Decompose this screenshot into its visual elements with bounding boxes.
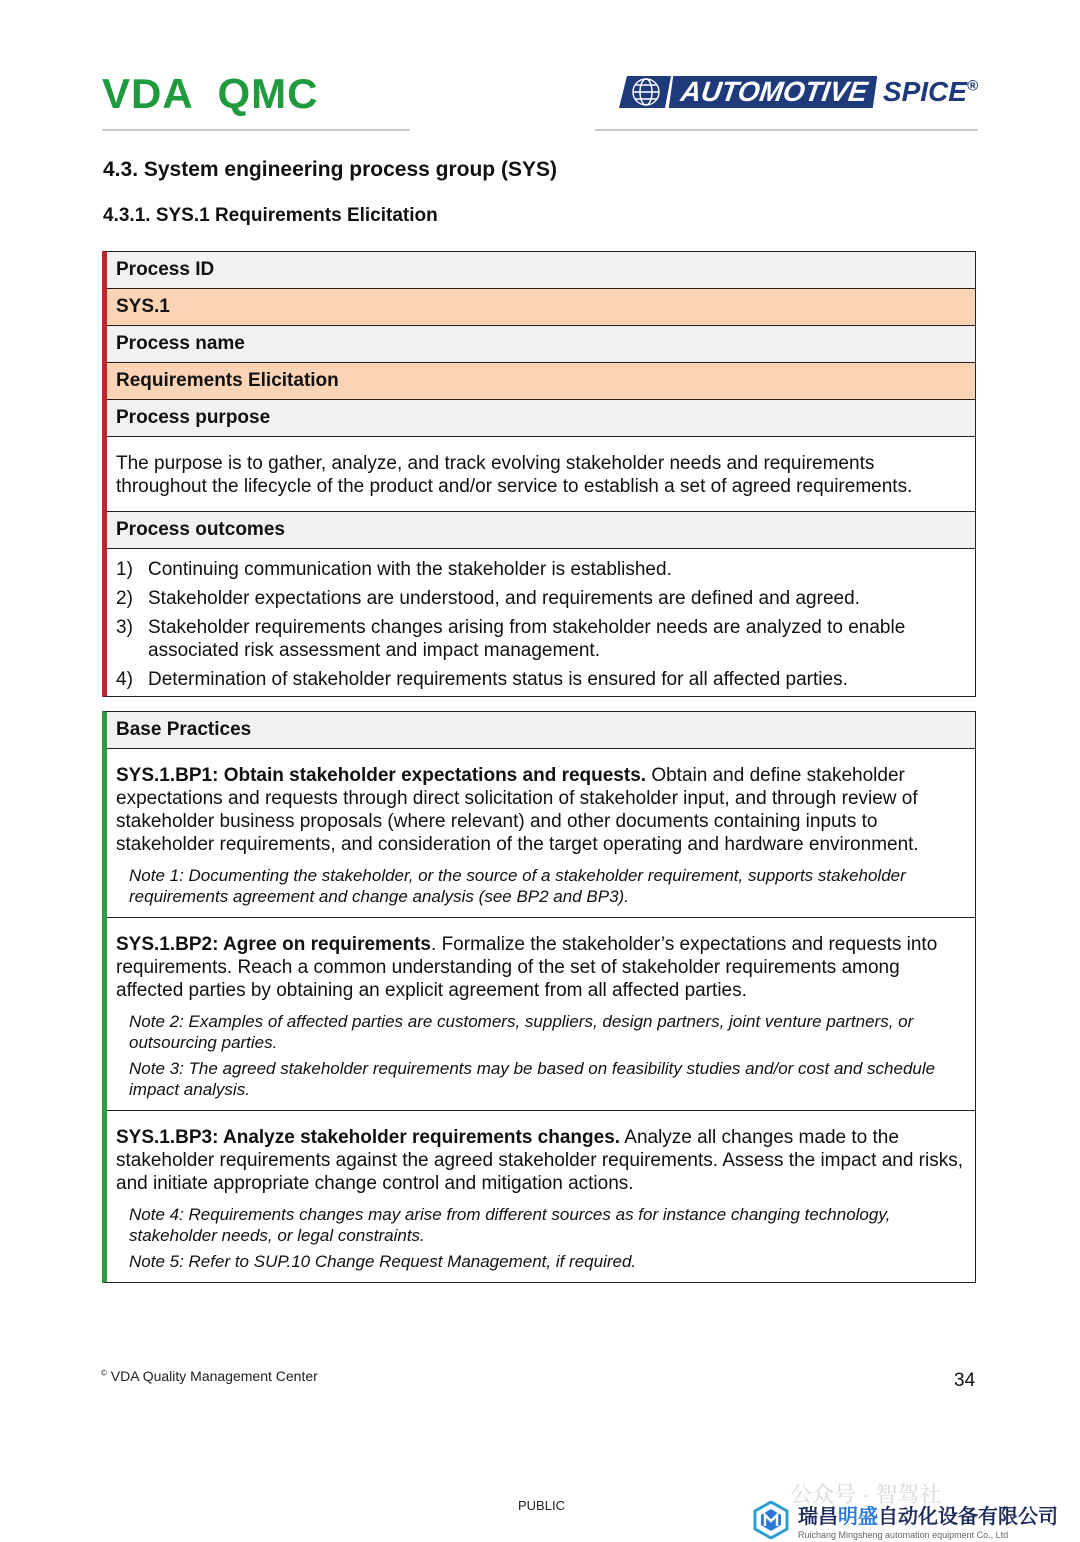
outcome-item: 1) Continuing communication with the stakeholder is established. <box>116 559 672 580</box>
base-practices-label: Base Practices <box>107 712 975 749</box>
bp3-cell <box>107 1111 975 1282</box>
automotive-label: AUTOMOTIVE <box>669 76 878 108</box>
bp3-text: SYS.1.BP3: Analyze stakeholder requirements changes. Analyze all changes made to the stakeholder requirements against the agreed stakeholder requirements. Assess the impact and risks, and initiate appropriate change control and mitigation actions. <box>116 1127 964 1194</box>
subsection-title: 4.3.1. SYS.1 Requirements Elicitation <box>103 205 438 226</box>
section-title: 4.3. System engineering process group (SYS) <box>103 158 557 181</box>
company-name-en: Ruichang Mingsheng automation equipment Co., Ltd <box>798 1530 1009 1540</box>
page-header <box>102 60 978 132</box>
bp1-note-1: Note 1: Documenting the stakeholder, or the source of a stakeholder requirement, supports stakeholder requirements agreement and change analysis (see BP2 and BP3). <box>129 866 906 906</box>
process-name-label: Process name <box>107 326 975 363</box>
base-practices-table <box>102 711 976 1283</box>
process-outcomes <box>107 549 975 697</box>
process-outcomes-label: Process outcomes <box>107 512 975 549</box>
process-table <box>102 251 976 697</box>
outcome-item: 2) Stakeholder expectations are understood, and requirements are defined and agreed. <box>116 588 860 609</box>
copyright-notice: © VDA Quality Management Center <box>101 1368 318 1384</box>
company-logo-icon <box>752 1501 790 1539</box>
bp1-text: SYS.1.BP1: Obtain stakeholder expectations and requests. Obtain and define stakeholder expectations and requests through direct solicitation of stakeholder input, and through review of stakeholder business proposals (where relevant) and other documents containing inputs to stakeholder requirements, and consideration of the target operating and hardware environment. <box>116 765 919 855</box>
company-watermark <box>752 1500 1058 1540</box>
process-id-label: Process ID <box>107 252 975 289</box>
company-name-cn: 瑞昌明盛自动化设备有限公司 <box>798 1506 1058 1528</box>
page-number: 34 <box>954 1370 976 1391</box>
bp2-note-3: Note 3: The agreed stakeholder requirements may be based on feasibility studies and/or cost and schedule impact analysis. <box>129 1059 936 1099</box>
bp3-note-4: Note 4: Requirements changes may arise from different sources as for instance changing technology, stakeholder needs, or legal constraints. <box>129 1205 891 1245</box>
process-name-value: Requirements Elicitation <box>107 363 975 400</box>
bp1-cell <box>107 749 975 918</box>
bp2-note-2: Note 2: Examples of affected parties are customers, suppliers, design partners, joint venture partners, or outsourcing parties. <box>129 1012 914 1052</box>
header-divider-left <box>102 129 410 131</box>
classification-label: PUBLIC <box>518 1498 565 1513</box>
spice-label: SPICE® <box>882 76 978 107</box>
globe-icon <box>619 76 671 108</box>
outcome-item: 4) Determination of stakeholder requirements status is ensured for all affected parties. <box>116 669 848 690</box>
outcomes-list <box>116 558 948 697</box>
header-divider-right <box>595 129 978 131</box>
vda-qmc-logo: VDA QMC <box>102 70 319 117</box>
company-name-block <box>798 1500 1058 1540</box>
bp2-text: SYS.1.BP2: Agree on requirements. Formalize the stakeholder’s expectations and requests into requirements. Reach a common understanding of the set of stakeholder requirements among affected parties by obtaining an explicit agreement from all affected parties. <box>116 934 938 1001</box>
outcome-item: 3) Stakeholder requirements changes arising from stakeholder needs are analyzed to enable associated risk assessment and impact management. <box>116 617 906 661</box>
bp3-note-5: Note 5: Refer to SUP.10 Change Request Management, if required. <box>129 1252 637 1271</box>
process-purpose-label: Process purpose <box>107 400 975 437</box>
automotive-spice-logo <box>619 74 978 110</box>
bp2-cell <box>107 918 975 1111</box>
faint-watermark: 公众号 · 智驾社 <box>790 1482 942 1507</box>
process-purpose-text: The purpose is to gather, analyze, and track evolving stakeholder needs and requirements throughout the lifecycle of the product and/or service to establish a set of agreed requirements. <box>107 437 975 512</box>
process-id-value: SYS.1 <box>107 289 975 326</box>
